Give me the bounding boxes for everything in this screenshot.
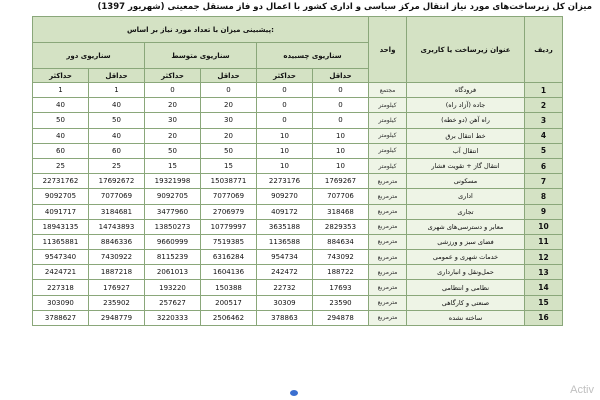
cell-unit: مترمربع [369,234,407,249]
cell-mid-max: 15 [145,158,201,173]
cell-mid-max: 20 [145,128,201,143]
cell-near-max: 10 [257,143,313,158]
cell-row-number: 3 [525,113,563,128]
cell-title: معابر و دسترسی‌های شهری [407,219,525,234]
cell-row-number: 15 [525,295,563,310]
cell-mid-min: 15 [201,158,257,173]
cell-title: تجاری [407,204,525,219]
cell-near-max: 2273176 [257,174,313,189]
header-row: ردیف [525,17,563,83]
cell-far-min: 1 [89,83,145,98]
cell-mid-min: 1604136 [201,265,257,280]
cell-title: صنعتی و کارگاهی [407,295,525,310]
cell-mid-max: 3220333 [145,310,201,325]
cell-near-max: 378863 [257,310,313,325]
cell-near-max: 10 [257,128,313,143]
cell-mid-min: 30 [201,113,257,128]
cell-mid-max: 9660999 [145,234,201,249]
cell-row-number: 14 [525,280,563,295]
table-body [33,83,563,326]
cell-far-min: 7430922 [89,250,145,265]
cell-unit: مترمربع [369,250,407,265]
cell-near-min: 0 [313,98,369,113]
cell-far-min: 40 [89,128,145,143]
cell-near-min: 884634 [313,234,369,249]
header-max: حداکثر [33,69,89,83]
cell-far-max: 50 [33,113,89,128]
cell-far-min: 14743893 [89,219,145,234]
cell-unit: کیلومتر [369,143,407,158]
cell-near-min: 23590 [313,295,369,310]
cell-near-max: 242472 [257,265,313,280]
cell-near-max: 30309 [257,295,313,310]
cell-row-number: 6 [525,158,563,173]
header-scenario-near: سناریوی چسبیده [257,43,369,69]
cell-far-max: 60 [33,143,89,158]
table-row [33,250,563,265]
cell-near-max: 409172 [257,204,313,219]
cell-far-max: 40 [33,98,89,113]
cell-far-max: 22731762 [33,174,89,189]
header-min: حداقل [201,69,257,83]
table-row [33,204,563,219]
cell-far-min: 2948779 [89,310,145,325]
cell-mid-min: 50 [201,143,257,158]
cell-near-max: 954734 [257,250,313,265]
cell-row-number: 5 [525,143,563,158]
cell-far-min: 25 [89,158,145,173]
cell-near-max: 22732 [257,280,313,295]
watermark: Activ [570,384,594,396]
cell-mid-max: 9092705 [145,189,201,204]
cell-title: خط انتقال برق [407,128,525,143]
cell-row-number: 4 [525,128,563,143]
table-row [33,265,563,280]
cell-row-number: 16 [525,310,563,325]
cell-far-min: 1887218 [89,265,145,280]
cell-row-number: 7 [525,174,563,189]
cell-row-number: 10 [525,219,563,234]
cell-mid-max: 50 [145,143,201,158]
cell-mid-min: 2506462 [201,310,257,325]
cell-mid-max: 30 [145,113,201,128]
cell-mid-max: 193220 [145,280,201,295]
cell-near-max: 0 [257,98,313,113]
cell-far-min: 176927 [89,280,145,295]
table-row [33,143,563,158]
cell-near-max: 0 [257,83,313,98]
cell-near-min: 294878 [313,310,369,325]
page-title: میزان کل زیرساخت‌های مورد نیاز انتقال مرکز سیاسی و اداری کشور با اعمال دو فاز مستقل جمعیتی (شهریور 1397) [97,2,592,12]
cell-row-number: 2 [525,98,563,113]
cell-unit: مجتمع [369,83,407,98]
cell-unit: مترمربع [369,295,407,310]
cell-unit: مترمربع [369,204,407,219]
cell-far-max: 25 [33,158,89,173]
cell-mid-max: 19321998 [145,174,201,189]
table-row [33,174,563,189]
cell-far-min: 8846336 [89,234,145,249]
cell-row-number: 1 [525,83,563,98]
cell-title: مسکونی [407,174,525,189]
cell-far-max: 40 [33,128,89,143]
cell-far-min: 3184681 [89,204,145,219]
cell-row-number: 11 [525,234,563,249]
header-max: حداکثر [145,69,201,83]
cell-title: فرودگاه [407,83,525,98]
cell-title: فضای سبز و ورزشی [407,234,525,249]
cell-title: جاده (آزاد راه) [407,98,525,113]
cell-title: اداری [407,189,525,204]
header-scenario-far: سناریوی دور [33,43,145,69]
cell-mid-min: 10779997 [201,219,257,234]
cell-far-max: 9092705 [33,189,89,204]
cell-unit: کیلومتر [369,128,407,143]
header-scenario-mid: سناریوی متوسط [145,43,257,69]
cell-near-max: 1136588 [257,234,313,249]
table-row [33,280,563,295]
cell-near-min: 2829353 [313,219,369,234]
table-row [33,128,563,143]
cell-near-min: 743092 [313,250,369,265]
cell-far-min: 40 [89,98,145,113]
cell-unit: مترمربع [369,310,407,325]
cell-near-min: 0 [313,83,369,98]
cell-near-max: 0 [257,113,313,128]
cell-far-min: 235902 [89,295,145,310]
cell-mid-min: 200517 [201,295,257,310]
header-forecast: پیشبینی میزان با تعداد مورد نیاز بر اساس: [33,17,369,43]
cell-far-max: 18943135 [33,219,89,234]
cell-row-number: 9 [525,204,563,219]
header-unit: واحد [369,17,407,83]
cell-title: ساخته نشده [407,310,525,325]
cell-far-max: 227318 [33,280,89,295]
cell-mid-min: 20 [201,128,257,143]
cell-mid-min: 15038771 [201,174,257,189]
cell-mid-min: 7077069 [201,189,257,204]
cell-far-max: 11365881 [33,234,89,249]
cell-near-min: 188722 [313,265,369,280]
cell-mid-max: 13850273 [145,219,201,234]
cell-mid-max: 2061013 [145,265,201,280]
cell-unit: کیلومتر [369,113,407,128]
cell-mid-max: 0 [145,83,201,98]
cell-unit: مترمربع [369,265,407,280]
table-row [33,234,563,249]
cell-far-max: 4091717 [33,204,89,219]
cell-title: خدمات شهری و عمومی [407,250,525,265]
cell-far-max: 303090 [33,295,89,310]
cell-unit: کیلومتر [369,158,407,173]
cell-unit: مترمربع [369,280,407,295]
cell-mid-min: 20 [201,98,257,113]
cell-mid-min: 2706979 [201,204,257,219]
header-max: حداکثر [257,69,313,83]
table-row [33,189,563,204]
cell-title: راه آهن (دو خطه) [407,113,525,128]
cell-near-min: 0 [313,113,369,128]
table-row [33,219,563,234]
cell-near-max: 909270 [257,189,313,204]
cell-mid-max: 257627 [145,295,201,310]
cell-title: حمل‌ونقل و انبارداری [407,265,525,280]
table-row [33,98,563,113]
cell-near-min: 318468 [313,204,369,219]
table-row [33,158,563,173]
cell-mid-min: 7519385 [201,234,257,249]
header-title: عنوان زیرساخت یا کاربری [407,17,525,83]
cell-near-min: 10 [313,128,369,143]
cell-near-max: 3635188 [257,219,313,234]
header-min: حداقل [313,69,369,83]
cell-unit: مترمربع [369,219,407,234]
cell-near-min: 707706 [313,189,369,204]
cell-far-min: 60 [89,143,145,158]
cell-unit: مترمربع [369,189,407,204]
cell-row-number: 13 [525,265,563,280]
footer-dot [290,390,298,396]
cell-mid-max: 8115239 [145,250,201,265]
cell-far-max: 1 [33,83,89,98]
cell-unit: کیلومتر [369,98,407,113]
table-row [33,295,563,310]
cell-title: انتقال گاز + تقویت فشار [407,158,525,173]
cell-unit: مترمربع [369,174,407,189]
cell-far-max: 3788627 [33,310,89,325]
table-row [33,113,563,128]
cell-near-max: 10 [257,158,313,173]
cell-far-min: 50 [89,113,145,128]
cell-far-min: 17692672 [89,174,145,189]
cell-mid-min: 150388 [201,280,257,295]
cell-title: نظامی و انتظامی [407,280,525,295]
cell-far-min: 7077069 [89,189,145,204]
cell-title: انتقال آب [407,143,525,158]
table-row [33,310,563,325]
cell-near-min: 10 [313,158,369,173]
cell-mid-min: 6316284 [201,250,257,265]
cell-near-min: 10 [313,143,369,158]
table-row [33,83,563,98]
cell-row-number: 12 [525,250,563,265]
header-min: حداقل [89,69,145,83]
cell-mid-min: 0 [201,83,257,98]
data-table [32,16,562,326]
cell-far-max: 2424721 [33,265,89,280]
cell-mid-max: 3477960 [145,204,201,219]
cell-near-min: 17693 [313,280,369,295]
cell-far-max: 9547340 [33,250,89,265]
cell-mid-max: 20 [145,98,201,113]
cell-near-min: 1769267 [313,174,369,189]
cell-row-number: 8 [525,189,563,204]
